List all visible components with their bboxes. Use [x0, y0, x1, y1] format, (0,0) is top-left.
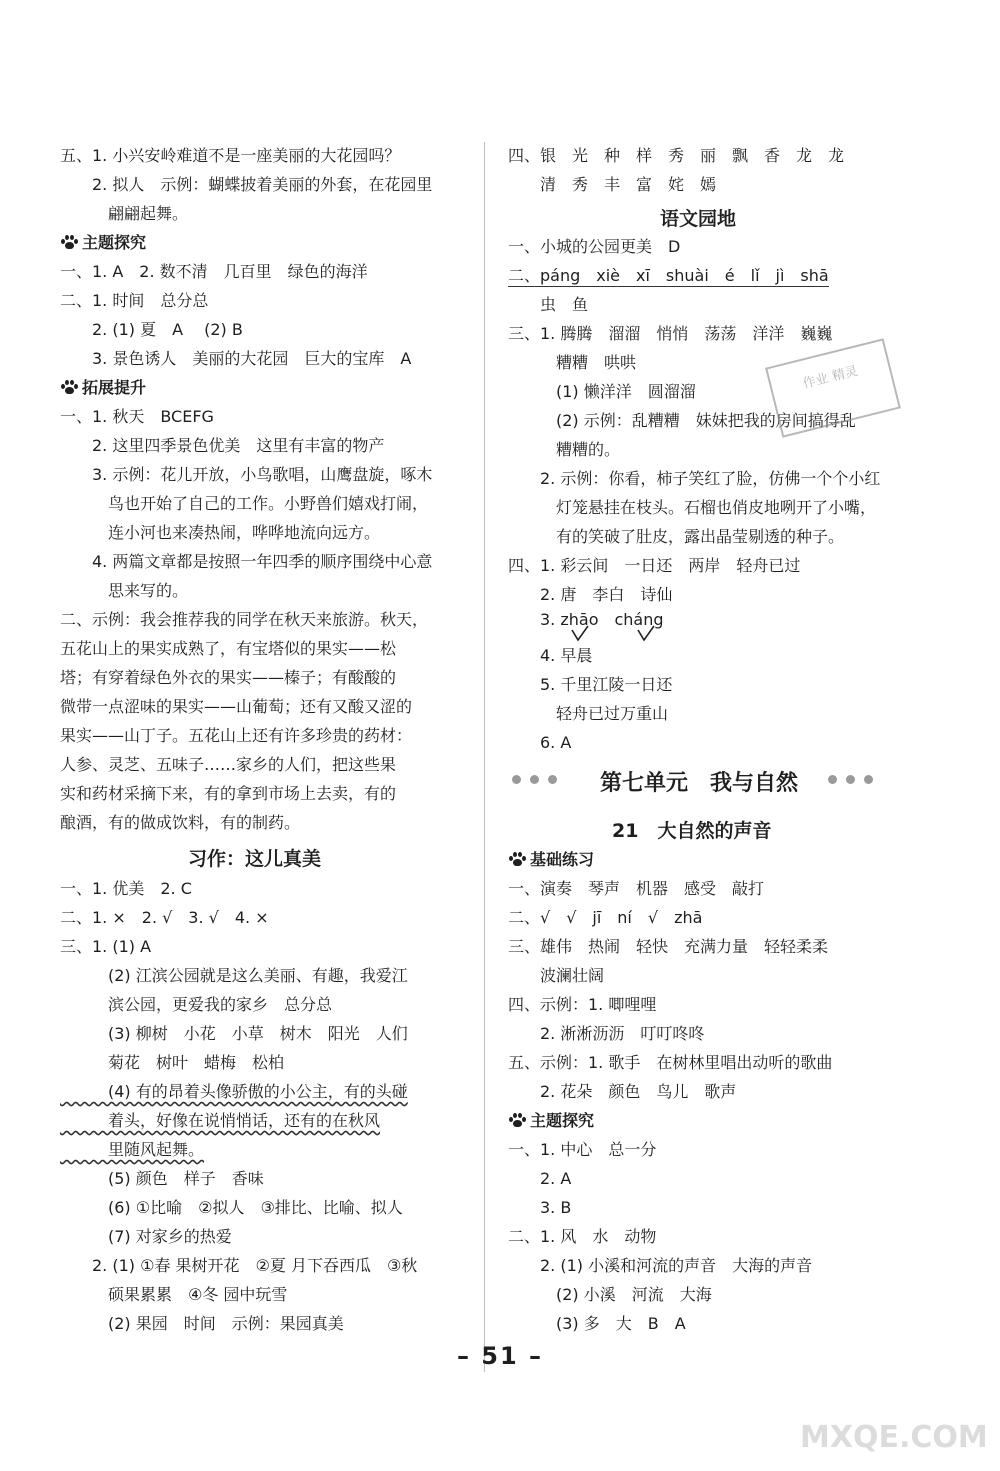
answer-line: 二、示例：我会推荐我的同学在秋天来旅游。秋天，	[60, 610, 429, 629]
answer-line: (4) 有的昂着头像骄傲的小公主，有的头碰	[60, 1082, 408, 1101]
answer-line: (1) 懒洋洋 圆溜溜	[508, 382, 696, 401]
answer-line: 2. 示例：你看，柿子笑红了脸，仿佛一个个小红	[508, 469, 881, 488]
answer-line: 二、√ √ jī ní √ zhā	[508, 908, 703, 927]
answer-line: (2) 小溪 河流 大海	[508, 1285, 712, 1304]
answer-line: 二、1. 时间 总分总	[60, 291, 209, 310]
paw-icon	[508, 1112, 528, 1128]
answer-line: 二、1. 风 水 动物	[508, 1227, 657, 1246]
answer-line: (6) ①比喻 ②拟人 ③排比、比喻、拟人	[60, 1198, 403, 1217]
paw-icon	[60, 234, 80, 250]
lesson-title: 21 大自然的声音	[612, 820, 772, 842]
answer-line: 果实——山丁子。五花山上还有许多珍贵的药材：	[60, 726, 413, 745]
answer-line: 轻舟已过万重山	[508, 704, 669, 723]
section-heading: 主题探究	[508, 1111, 594, 1131]
answer-line: 清 秀 丰 富 姹 嫣	[508, 175, 717, 194]
answer-line: (7) 对家乡的热爱	[60, 1227, 232, 1246]
answer-line: 一、1. A 2. 数不清 几百里 绿色的海洋	[60, 262, 368, 281]
answer-line: 2. (1) ①春 果树开花 ②夏 月下吞西瓜 ③秋	[60, 1256, 418, 1275]
answer-line: 四、银 光 种 样 秀 丽 飘 香 龙 龙	[508, 146, 845, 165]
answer-line: 酿酒，有的做成饮料，有的制药。	[60, 813, 301, 832]
answer-line: 一、1. 优美 2. C	[60, 879, 192, 898]
answer-line: 2. 这里四季景色优美 这里有丰富的物产	[60, 436, 385, 455]
answer-line: 2. A	[508, 1169, 572, 1188]
answer-line: 三、雄伟 热闹 轻快 充满力量 轻轻柔柔	[508, 937, 829, 956]
answer-line: 4. 两篇文章都是按照一年四季的顺序围绕中心意	[60, 552, 433, 571]
answer-line: 一、1. 秋天 BCEFG	[60, 407, 214, 426]
answer-line: 思来写的。	[60, 581, 189, 600]
answer-line: 五花山上的果实成熟了，有宝塔似的果实——松	[60, 639, 397, 658]
answer-line: 5. 千里江陵一日还	[508, 675, 673, 694]
answer-line: 一、小城的公园更美 D	[508, 237, 681, 256]
answer-line: 糟糟 哄哄	[508, 353, 637, 372]
answer-line: (5) 颜色 样子 香味	[60, 1169, 264, 1188]
answer-line: 2. (1) 夏 A (2) B	[60, 320, 243, 339]
answer-line: 灯笼悬挂在枝头。石榴也俏皮地咧开了小嘴，	[508, 498, 877, 517]
answer-line: 3. 示例：花儿开放，小鸟歌唱，山鹰盘旋，啄木	[60, 465, 433, 484]
check-marks-icon	[568, 624, 678, 646]
unit-title: 第七单元 我与自然	[600, 771, 799, 796]
paw-icon	[60, 379, 80, 395]
answer-line: 微带一点涩味的果实——山葡萄；还有又酸又涩的	[60, 697, 413, 716]
answer-line: 波澜壮阔	[508, 966, 605, 985]
lesson-title: 语文园地	[660, 208, 737, 230]
answer-line: 鸟也开始了自己的工作。小野兽们嬉戏打闹，	[60, 494, 429, 513]
answer-line: 2. 唐 李白 诗仙	[508, 585, 673, 604]
answer-line: (2) 江滨公园就是这么美丽、有趣，我爱江	[60, 966, 408, 985]
answer-line: 里随风起舞。	[60, 1140, 205, 1159]
section-heading: 拓展提升	[60, 378, 146, 398]
paw-icon	[508, 851, 528, 867]
homework-stamp: 作业 精灵	[765, 338, 901, 437]
answer-line: 2. 淅淅沥沥 叮叮咚咚	[508, 1024, 705, 1043]
answer-line: 2. (1) 小溪和河流的声音 大海的声音	[508, 1256, 813, 1275]
answer-line: 三、1. 腾腾 溜溜 悄悄 荡荡 洋洋 巍巍	[508, 324, 833, 343]
answer-line: (2) 果园 时间 示例：果园真美	[60, 1314, 344, 1333]
lesson-title: 习作：这儿真美	[188, 848, 322, 870]
pinyin-line: 二、páng xiè xī shuài é lǐ jì shā	[508, 266, 829, 285]
answer-line: 3. B	[508, 1198, 572, 1217]
answer-line: (2) 示例：乱糟糟 妹妹把我的房间搞得乱	[508, 411, 856, 430]
answer-line: 虫 鱼	[508, 295, 589, 314]
answer-line: 四、示例：1. 唧哩哩	[508, 995, 657, 1014]
answer-line: 一、1. 中心 总一分	[508, 1140, 657, 1159]
answer-line: 三、1. (1) A	[60, 937, 152, 956]
answer-line: (3) 多 大 B A	[508, 1314, 686, 1333]
answer-line: 一、演奏 琴声 机器 感受 敲打	[508, 879, 765, 898]
answer-line: 有的笑破了肚皮，露出晶莹剔透的种子。	[508, 527, 845, 546]
answer-line: 3. 景色诱人 美丽的大花园 巨大的宝库 A	[60, 349, 412, 368]
section-heading: 主题探究	[60, 233, 146, 253]
answer-line: 菊花 树叶 蜡梅 松柏	[60, 1053, 285, 1072]
answer-line: 2. 拟人 示例：蝴蝶披着美丽的外套，在花园里	[60, 175, 433, 194]
answer-line: 6. A	[508, 733, 572, 752]
answer-line: 糟糟的。	[508, 440, 621, 459]
answer-line: 塔；有穿着绿色外衣的果实——榛子；有酸酸的	[60, 668, 397, 687]
section-heading: 基础练习	[508, 850, 594, 870]
watermark-logo: MXQE.COM	[800, 1420, 988, 1455]
answer-line: 二、1. × 2. √ 3. √ 4. ×	[60, 908, 269, 927]
pinyin-line: 3. zhāo cháng	[508, 610, 664, 629]
answer-line: 五、1. 小兴安岭难道不是一座美丽的大花园吗？	[60, 146, 401, 165]
answer-line: 连小河也来凑热闹，哗哗地流向远方。	[60, 523, 381, 542]
answer-line: 硕果累累 ④冬 园中玩雪	[60, 1285, 288, 1304]
answer-line: 翩翩起舞。	[60, 204, 189, 223]
answer-line: 实和药材采摘下来，有的拿到市场上去卖，有的	[60, 784, 397, 803]
column-divider	[484, 142, 485, 1372]
answer-line: 4. 早晨	[508, 646, 593, 665]
answer-line: 五、示例：1. 歌手 在树林里唱出动听的歌曲	[508, 1053, 833, 1072]
page-number: – 51 –	[456, 1342, 544, 1370]
answer-line: 四、1. 彩云间 一日还 两岸 轻舟已过	[508, 556, 801, 575]
answer-line: 人参、灵芝、五味子……家乡的人们，把这些果	[60, 755, 397, 774]
answer-line: (3) 柳树 小花 小草 树木 阳光 人们	[60, 1024, 408, 1043]
answer-line: 着头，好像在说悄悄话，还有的在秋风	[60, 1111, 381, 1130]
answer-line: 2. 花朵 颜色 鸟儿 歌声	[508, 1082, 737, 1101]
answer-line: 滨公园，更爱我的家乡 总分总	[60, 995, 333, 1014]
